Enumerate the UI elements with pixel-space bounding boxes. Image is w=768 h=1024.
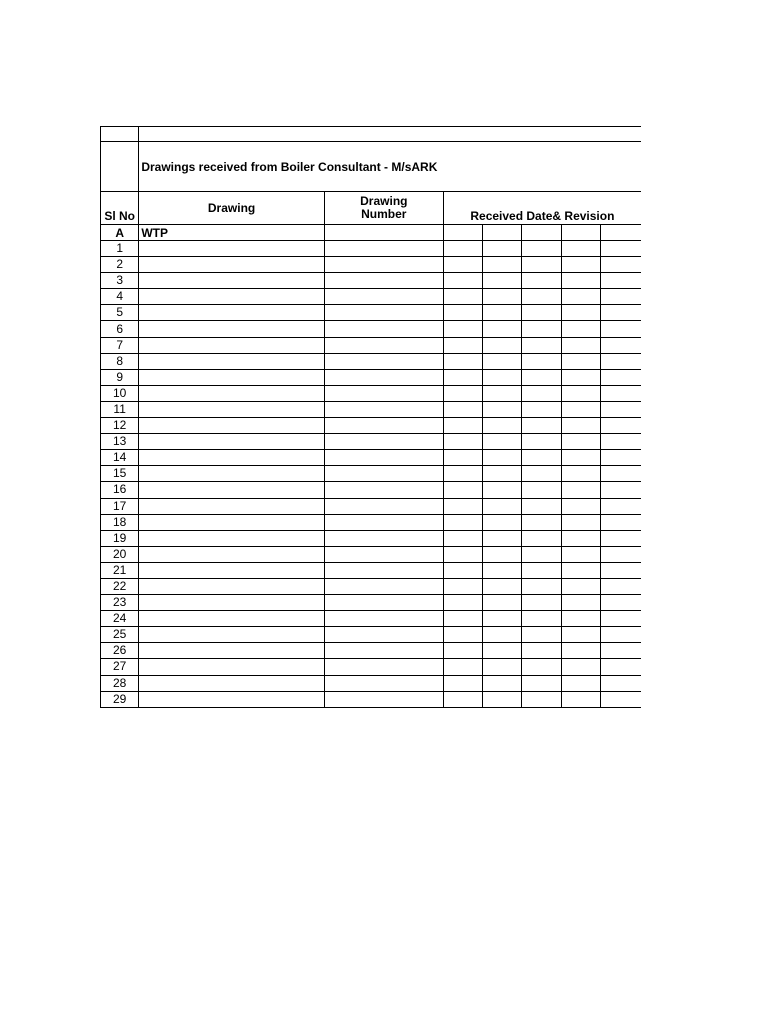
cell bbox=[522, 659, 561, 675]
row-number: 29 bbox=[101, 691, 139, 707]
cell bbox=[601, 514, 641, 530]
cell bbox=[483, 321, 522, 337]
cell bbox=[483, 241, 522, 257]
cell bbox=[522, 691, 561, 707]
table-row bbox=[101, 466, 642, 482]
cell bbox=[561, 353, 600, 369]
cell bbox=[443, 418, 482, 434]
cell bbox=[483, 273, 522, 289]
cell bbox=[522, 546, 561, 562]
table-row bbox=[101, 611, 642, 627]
table-row bbox=[101, 482, 642, 498]
header-drawing: Drawing bbox=[139, 192, 325, 225]
cell bbox=[483, 691, 522, 707]
cell bbox=[324, 530, 443, 546]
sheet-title: Drawings received from Boiler Consultant - M/sARK bbox=[139, 142, 641, 192]
cell bbox=[139, 627, 325, 643]
cell bbox=[324, 401, 443, 417]
cell bbox=[139, 305, 325, 321]
cell bbox=[139, 659, 325, 675]
cell bbox=[601, 530, 641, 546]
cell bbox=[522, 611, 561, 627]
cell bbox=[443, 337, 482, 353]
cell bbox=[443, 482, 482, 498]
cell bbox=[483, 418, 522, 434]
table-row bbox=[101, 321, 642, 337]
cell bbox=[324, 241, 443, 257]
cell bbox=[561, 643, 600, 659]
cell bbox=[483, 530, 522, 546]
row-number: 18 bbox=[101, 514, 139, 530]
table-row bbox=[101, 498, 642, 514]
cell bbox=[483, 675, 522, 691]
cell bbox=[443, 385, 482, 401]
cell bbox=[443, 530, 482, 546]
cell bbox=[522, 562, 561, 578]
cell bbox=[601, 466, 641, 482]
row-number: 17 bbox=[101, 498, 139, 514]
cell bbox=[561, 546, 600, 562]
cell bbox=[101, 142, 139, 192]
cell bbox=[601, 321, 641, 337]
row-number: 2 bbox=[101, 257, 139, 273]
row-number: 25 bbox=[101, 627, 139, 643]
cell bbox=[443, 675, 482, 691]
cell bbox=[483, 337, 522, 353]
cell bbox=[139, 595, 325, 611]
cell bbox=[522, 514, 561, 530]
cell bbox=[443, 369, 482, 385]
cell bbox=[483, 305, 522, 321]
cell bbox=[522, 450, 561, 466]
cell bbox=[324, 482, 443, 498]
cell bbox=[443, 562, 482, 578]
cell bbox=[561, 450, 600, 466]
table-row bbox=[101, 514, 642, 530]
cell bbox=[443, 434, 482, 450]
cell bbox=[443, 691, 482, 707]
table-row bbox=[101, 257, 642, 273]
cell bbox=[483, 434, 522, 450]
cell bbox=[601, 611, 641, 627]
cell bbox=[139, 321, 325, 337]
cell bbox=[601, 659, 641, 675]
cell bbox=[561, 578, 600, 594]
cell bbox=[522, 225, 561, 241]
cell bbox=[483, 257, 522, 273]
cell bbox=[483, 611, 522, 627]
cell bbox=[443, 257, 482, 273]
row-number: 28 bbox=[101, 675, 139, 691]
cell bbox=[561, 562, 600, 578]
title-row bbox=[101, 142, 642, 192]
cell bbox=[522, 466, 561, 482]
cell bbox=[522, 482, 561, 498]
cell bbox=[443, 659, 482, 675]
cell bbox=[324, 659, 443, 675]
row-number: 12 bbox=[101, 418, 139, 434]
cell bbox=[601, 241, 641, 257]
cell bbox=[601, 546, 641, 562]
cell bbox=[139, 418, 325, 434]
table-row bbox=[101, 401, 642, 417]
table-row bbox=[101, 659, 642, 675]
blank-top-row bbox=[101, 127, 642, 142]
cell bbox=[443, 241, 482, 257]
cell bbox=[561, 241, 600, 257]
cell bbox=[561, 369, 600, 385]
cell bbox=[483, 353, 522, 369]
cell bbox=[601, 691, 641, 707]
cell bbox=[483, 466, 522, 482]
table-row bbox=[101, 418, 642, 434]
cell bbox=[601, 289, 641, 305]
cell bbox=[443, 466, 482, 482]
cell bbox=[522, 337, 561, 353]
cell bbox=[522, 369, 561, 385]
cell bbox=[139, 353, 325, 369]
cell bbox=[561, 321, 600, 337]
table-row bbox=[101, 241, 642, 257]
cell bbox=[324, 643, 443, 659]
cell bbox=[139, 257, 325, 273]
cell bbox=[101, 127, 139, 142]
cell bbox=[139, 578, 325, 594]
table-row bbox=[101, 595, 642, 611]
cell bbox=[601, 434, 641, 450]
cell bbox=[561, 257, 600, 273]
cell bbox=[601, 418, 641, 434]
cell bbox=[561, 385, 600, 401]
table-row bbox=[101, 627, 642, 643]
cell bbox=[601, 562, 641, 578]
cell bbox=[139, 498, 325, 514]
cell bbox=[139, 289, 325, 305]
cell bbox=[324, 466, 443, 482]
cell bbox=[139, 369, 325, 385]
cell bbox=[324, 289, 443, 305]
cell bbox=[561, 611, 600, 627]
cell bbox=[139, 241, 325, 257]
table-row bbox=[101, 353, 642, 369]
cell bbox=[324, 337, 443, 353]
row-number: 19 bbox=[101, 530, 139, 546]
row-number: 16 bbox=[101, 482, 139, 498]
cell bbox=[324, 369, 443, 385]
table-row bbox=[101, 675, 642, 691]
cell bbox=[561, 337, 600, 353]
row-number: 11 bbox=[101, 401, 139, 417]
cell bbox=[139, 643, 325, 659]
cell bbox=[139, 530, 325, 546]
cell bbox=[324, 546, 443, 562]
cell bbox=[601, 337, 641, 353]
cell bbox=[324, 353, 443, 369]
row-number: 10 bbox=[101, 385, 139, 401]
cell bbox=[522, 434, 561, 450]
cell bbox=[443, 498, 482, 514]
cell bbox=[561, 401, 600, 417]
cell bbox=[443, 450, 482, 466]
cell bbox=[601, 401, 641, 417]
cell bbox=[139, 434, 325, 450]
row-number: 22 bbox=[101, 578, 139, 594]
cell bbox=[139, 514, 325, 530]
cell bbox=[601, 627, 641, 643]
cell bbox=[139, 611, 325, 627]
cell bbox=[324, 675, 443, 691]
cell bbox=[443, 595, 482, 611]
cell bbox=[522, 530, 561, 546]
cell bbox=[443, 611, 482, 627]
cell bbox=[522, 289, 561, 305]
cell bbox=[601, 450, 641, 466]
cell bbox=[522, 257, 561, 273]
cell bbox=[522, 385, 561, 401]
cell bbox=[483, 627, 522, 643]
cell bbox=[483, 595, 522, 611]
cell bbox=[139, 466, 325, 482]
cell bbox=[443, 578, 482, 594]
cell bbox=[443, 514, 482, 530]
table-row bbox=[101, 305, 642, 321]
cell bbox=[561, 418, 600, 434]
table-row bbox=[101, 434, 642, 450]
cell bbox=[139, 401, 325, 417]
cell bbox=[561, 659, 600, 675]
spreadsheet-page bbox=[100, 126, 641, 708]
cell bbox=[483, 401, 522, 417]
row-number: 21 bbox=[101, 562, 139, 578]
cell bbox=[483, 562, 522, 578]
cell bbox=[443, 627, 482, 643]
cell bbox=[324, 450, 443, 466]
cell bbox=[561, 691, 600, 707]
cell bbox=[443, 321, 482, 337]
cell bbox=[561, 289, 600, 305]
table-row bbox=[101, 691, 642, 707]
cell bbox=[561, 434, 600, 450]
cell bbox=[443, 289, 482, 305]
cell bbox=[139, 385, 325, 401]
cell bbox=[561, 514, 600, 530]
row-number: 1 bbox=[101, 241, 139, 257]
cell bbox=[601, 369, 641, 385]
table-row bbox=[101, 450, 642, 466]
row-number: 4 bbox=[101, 289, 139, 305]
header-row bbox=[101, 192, 642, 225]
cell bbox=[443, 225, 482, 241]
cell bbox=[324, 225, 443, 241]
cell bbox=[522, 643, 561, 659]
cell bbox=[601, 305, 641, 321]
cell bbox=[139, 337, 325, 353]
cell bbox=[324, 514, 443, 530]
row-number: 8 bbox=[101, 353, 139, 369]
row-number: 3 bbox=[101, 273, 139, 289]
cell bbox=[561, 273, 600, 289]
cell bbox=[522, 498, 561, 514]
cell bbox=[139, 562, 325, 578]
cell bbox=[443, 353, 482, 369]
cell bbox=[443, 546, 482, 562]
cell bbox=[324, 434, 443, 450]
table-row bbox=[101, 385, 642, 401]
cell bbox=[522, 305, 561, 321]
cell bbox=[561, 305, 600, 321]
row-number: 6 bbox=[101, 321, 139, 337]
cell bbox=[483, 546, 522, 562]
cell bbox=[601, 498, 641, 514]
cell bbox=[139, 482, 325, 498]
cell bbox=[601, 595, 641, 611]
cell bbox=[324, 385, 443, 401]
cell bbox=[561, 466, 600, 482]
row-number: 26 bbox=[101, 643, 139, 659]
cell bbox=[522, 321, 561, 337]
cell bbox=[561, 595, 600, 611]
table-row bbox=[101, 530, 642, 546]
table-row bbox=[101, 369, 642, 385]
header-sl-no: Sl No bbox=[101, 192, 139, 225]
cell bbox=[522, 241, 561, 257]
row-number: 5 bbox=[101, 305, 139, 321]
cell bbox=[324, 305, 443, 321]
cell bbox=[324, 691, 443, 707]
cell bbox=[324, 595, 443, 611]
cell bbox=[324, 273, 443, 289]
cell bbox=[601, 257, 641, 273]
cell bbox=[324, 611, 443, 627]
table-row bbox=[101, 578, 642, 594]
cell bbox=[483, 514, 522, 530]
cell bbox=[522, 578, 561, 594]
table-row bbox=[101, 337, 642, 353]
cell bbox=[483, 659, 522, 675]
cell bbox=[601, 385, 641, 401]
cell bbox=[139, 675, 325, 691]
cell bbox=[522, 418, 561, 434]
cell bbox=[324, 418, 443, 434]
cell bbox=[561, 530, 600, 546]
row-number: 13 bbox=[101, 434, 139, 450]
header-received-date-revision: Received Date& Revision bbox=[443, 192, 641, 225]
cell bbox=[601, 273, 641, 289]
cell bbox=[561, 675, 600, 691]
cell bbox=[522, 273, 561, 289]
row-number: 7 bbox=[101, 337, 139, 353]
section-label: A bbox=[101, 225, 139, 241]
cell bbox=[483, 643, 522, 659]
cell bbox=[324, 562, 443, 578]
cell bbox=[443, 305, 482, 321]
cell bbox=[483, 578, 522, 594]
table-row bbox=[101, 546, 642, 562]
table-row bbox=[101, 289, 642, 305]
table-row bbox=[101, 273, 642, 289]
cell bbox=[139, 450, 325, 466]
cell bbox=[324, 627, 443, 643]
section-name: WTP bbox=[139, 225, 325, 241]
cell bbox=[139, 691, 325, 707]
cell bbox=[601, 675, 641, 691]
cell bbox=[522, 401, 561, 417]
cell bbox=[139, 127, 641, 142]
cell bbox=[483, 385, 522, 401]
cell bbox=[601, 578, 641, 594]
cell bbox=[483, 482, 522, 498]
cell bbox=[324, 578, 443, 594]
cell bbox=[483, 225, 522, 241]
cell bbox=[561, 627, 600, 643]
cell bbox=[139, 273, 325, 289]
cell bbox=[522, 595, 561, 611]
row-number: 24 bbox=[101, 611, 139, 627]
cell bbox=[443, 273, 482, 289]
row-number: 15 bbox=[101, 466, 139, 482]
cell bbox=[601, 353, 641, 369]
cell bbox=[324, 257, 443, 273]
row-number: 9 bbox=[101, 369, 139, 385]
row-number: 20 bbox=[101, 546, 139, 562]
cell bbox=[443, 643, 482, 659]
cell bbox=[522, 675, 561, 691]
row-number: 27 bbox=[101, 659, 139, 675]
cell bbox=[483, 289, 522, 305]
cell bbox=[561, 225, 600, 241]
table-row bbox=[101, 643, 642, 659]
cell bbox=[443, 401, 482, 417]
cell bbox=[561, 498, 600, 514]
cell bbox=[522, 353, 561, 369]
cell bbox=[324, 498, 443, 514]
cell bbox=[522, 627, 561, 643]
drawings-table bbox=[100, 126, 641, 708]
cell bbox=[601, 643, 641, 659]
row-number: 14 bbox=[101, 450, 139, 466]
cell bbox=[601, 482, 641, 498]
table-row bbox=[101, 562, 642, 578]
cell bbox=[483, 369, 522, 385]
cell bbox=[324, 321, 443, 337]
header-drawing-number-text: Drawing Number bbox=[360, 194, 408, 221]
cell bbox=[139, 546, 325, 562]
cell bbox=[483, 498, 522, 514]
header-drawing-number bbox=[324, 192, 443, 225]
cell bbox=[483, 450, 522, 466]
cell bbox=[561, 482, 600, 498]
row-number: 23 bbox=[101, 595, 139, 611]
cell bbox=[601, 225, 641, 241]
section-row bbox=[101, 225, 642, 241]
